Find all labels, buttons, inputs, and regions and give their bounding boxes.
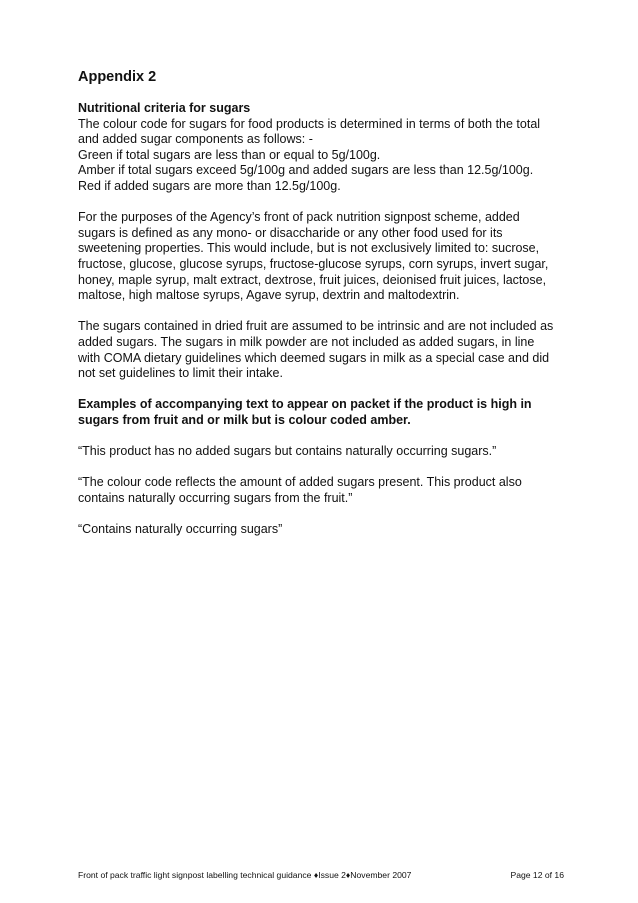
criteria-line: and added sugar components as follows: - [78, 132, 313, 147]
intrinsic-line: not set guidelines to limit their intake. [78, 366, 283, 381]
definition-line: honey, maple syrup, malt extract, dextrose, fruit juices, deionised fruit juices, lactose, [78, 272, 547, 287]
criteria-heading: Nutritional criteria for sugars [78, 101, 251, 115]
definition-line: fructose, glucose, glucose syrups, fructose-glucose syrups, corn syrups, invert sugar, [78, 256, 549, 271]
examples-heading-line: Examples of accompanying text to appear on packet if the product is high in [78, 397, 532, 412]
page-content [78, 68, 568, 553]
example-quote-line: “This product has no added sugars but contains naturally occurring sugars.” [78, 444, 497, 459]
example-quote-line: “Contains naturally occurring sugars” [78, 522, 283, 537]
definition-line: sugars is defined as any mono- or disaccharide or any other food used for its [78, 225, 503, 240]
examples-heading-line: sugars from fruit and or milk but is colour coded amber. [78, 412, 411, 427]
examples-heading [78, 397, 568, 428]
definition-line: For the purposes of the Agency’s front of pack nutrition signpost scheme, added [78, 210, 520, 225]
intrinsic-line: added sugars. The sugars in milk powder are not included as added sugars, in line [78, 334, 535, 349]
example-quote-1 [78, 444, 568, 460]
intrinsic-paragraph [78, 319, 568, 381]
example-quote-line: contains naturally occurring sugars from the fruit.” [78, 490, 353, 505]
definition-paragraph [78, 210, 568, 304]
footer-document-info: Front of pack traffic light signpost labelling technical guidance ♦Issue 2♦November 2007 [78, 870, 412, 880]
intrinsic-line: The sugars contained in dried fruit are assumed to be intrinsic and are not included as [78, 319, 554, 334]
criteria-red-rule: Red if added sugars are more than 12.5g/100g. [78, 178, 341, 193]
criteria-green-rule: Green if total sugars are less than or equal to 5g/100g. [78, 147, 381, 162]
intrinsic-line: with COMA dietary guidelines which deemed sugars in milk as a special case and did [78, 350, 550, 365]
criteria-line: The colour code for sugars for food products is determined in terms of both the total [78, 116, 541, 131]
criteria-section [78, 101, 568, 195]
criteria-amber-rule: Amber if total sugars exceed 5g/100g and added sugars are less than 12.5g/100g. [78, 163, 534, 178]
definition-line: sweetening properties. This would include, but is not exclusively limited to: sucrose, [78, 241, 540, 256]
example-quote-2 [78, 475, 568, 506]
footer-page-number: Page 12 of 16 [510, 870, 564, 880]
definition-line: maltose, high maltose syrups, Agave syrup, dextrin and maltodextrin. [78, 288, 460, 303]
example-quote-line: “The colour code reflects the amount of added sugars present. This product also [78, 475, 522, 490]
appendix-title: Appendix 2 [78, 69, 157, 85]
example-quote-3 [78, 522, 568, 538]
